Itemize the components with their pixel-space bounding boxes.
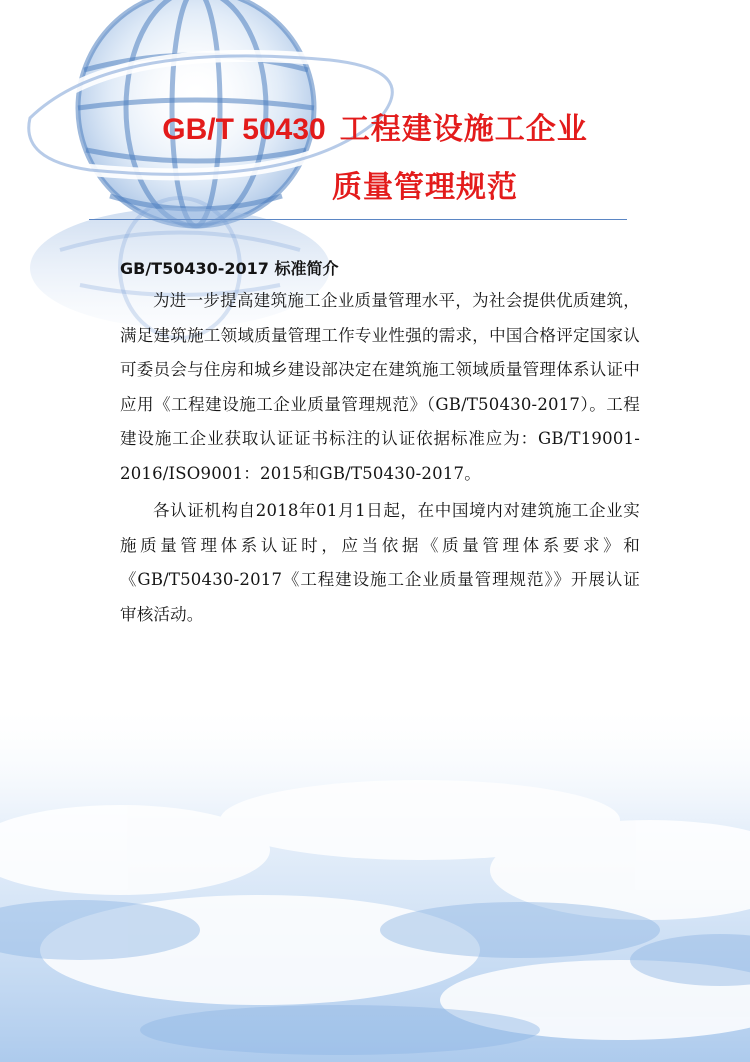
document-body [120, 254, 640, 632]
standard-code: GB/T 50430 [162, 113, 326, 146]
document-title-line-2: 质量管理规范 [332, 170, 518, 205]
title-text-1: 工程建设施工企业 [339, 112, 588, 147]
paragraph-1: 为进一步提高建筑施工企业质量管理水平，为社会提供优质建筑，满足建筑施工领域质量管理工作专业性强的需求，中国合格评定国家认可委员会与住房和城乡建设部决定在建筑施工领域质量管理体系认证中应用《工程建设施工企业质量管理规范》（GB/T50430-2017）。工程建设施工企业获取认证证书标注的认证依据标准应为：GB/T19001-2016/ISO9001：2015和GB/T50430-2017。 [120, 291, 640, 483]
cloud-background [0, 700, 750, 1062]
document-title-line-1 [0, 104, 750, 148]
section-heading: GB/T50430-2017 标准简介 [120, 259, 339, 278]
title-divider [89, 219, 627, 220]
paragraph-2: 各认证机构自2018年01月1日起，在中国境内对建筑施工企业实施质量管理体系认证时，应当依据《质量管理体系要求》和《GB/T50430-2017《工程建设施工企业质量管理规范》》开展认证审核活动。 [120, 501, 640, 624]
